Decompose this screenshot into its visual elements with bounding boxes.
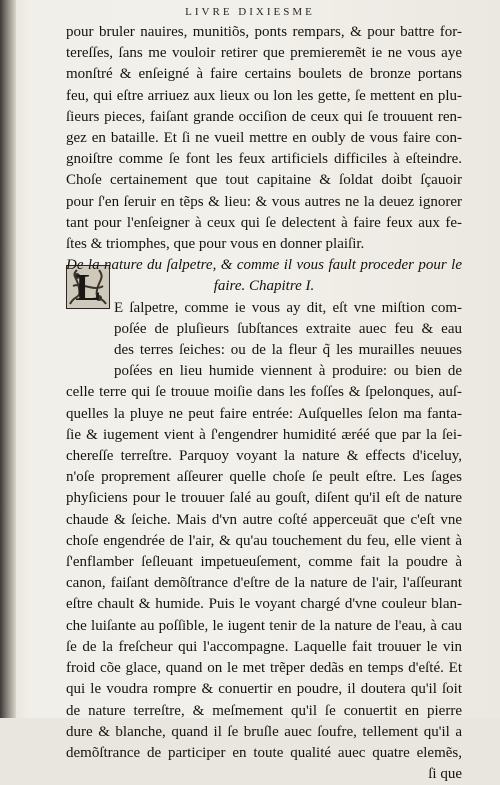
text-line: ſtes & triomphes, que pour vous en donner plaiſir. [66,236,365,253]
drop-cap-letter: L [75,267,101,309]
text-line: feu, qui eſtre arriuez aux lieux ou lon les gette, ſe mettent en plu- [66,87,462,104]
text-line: ſieurs pieces, faiſant grande occiſion de ceux qui ſe trouuent ren- [66,108,462,125]
text-line: ſie & iugement vient à ſ'engendrer humidité æréé que par la ſei- [66,426,462,443]
text-line: demõſtrance de participer en toute qualité auec quatre elemẽs, [66,744,462,761]
text-line: ſ'enflamber ſeſleuant impetueuſement, comme fait la poudre à [66,554,462,571]
text-line: Choſe certainement que tout capitaine & ſoldat doibt ſçauoir [66,172,462,189]
text-line: poſée de pluſieurs ſubſtances extraite auec feu & eau [114,320,462,337]
body-text [66,22,462,785]
text-line: De la nature du ſalpetre, & comme il vous fault proceder pour le [66,257,462,274]
text-line: gez en bataille. Et ſi ne vueil mettre en oubly de vous faire con- [66,130,462,147]
text-line: faire. Chapitre I. [213,278,315,295]
text-line: tereſſes, ſans me vouloir retirer que premieremẽt ie ne vous aye [66,45,462,62]
text-line: n'oſe proprement aſſeurer quelle choſe ſe peult eſtre. Les ſages [66,469,462,486]
text-line: pour ſ'en ſeruir en tẽps & lieu: & vous autres ne la deuez ignorer [66,193,462,210]
text-line: poſées en lieu humide viennent à produire: ou bien de [114,363,462,380]
running-head: LIVRE DIXIESME [185,6,315,18]
text-line: choſe engendrée de l'air, & qu'au touchement du feu, elle vient à [66,532,462,549]
text-line: qui le voudra rompre & conuertir en poudre, il doutera qu'il ſoit [66,681,462,698]
text-line: eſtre chault & humide. Puis le voyant chargé d'vne couleur blan- [66,596,462,613]
text-line: che luiſante au poſſible, le iugent tenir de la nature de l'eau, à cau [66,617,462,634]
text-line: ſe de la freſcheur qui l'accompagne. Laquelle fait trouuer le vin [66,638,462,655]
text-line: des terres ſeiches: ou de la fleur q̃ les murailles neuues [114,342,462,359]
text-line: chereſſe terreſtre. Parquoy voyant la nature & effects d'iceluy, [66,448,462,465]
binding-gutter [0,0,16,718]
text-line: E ſalpetre, comme ie vous ay dit, eſt vne miſtion com- [114,299,462,316]
text-line: chaude & ſeiche. Mais d'vn autre coſté apperceuāt que c'eſt vne [66,511,462,528]
text-line: pour bruler nauires, munitiõs, ponts rempars, & pour battre for- [66,24,462,40]
text-line: gnoiſtre comme ſe font les feux artificiels difficiles à eſteindre. [66,151,462,168]
text-line: tant pour l'enſeigner à ceux qui ſe delectent à faire feux aux fe- [66,214,462,231]
text-line: monſtré & enſeigné à faire certains boulets de bronze portans [66,66,462,83]
text-line: dure & blanche, quand il ſe bruſle auec ſoufre, tellement qu'il a [66,723,462,740]
text-line: de nature terreſtre, & meſmement qu'il ſe conuertit en pierre [66,702,462,719]
text-line: froid cõe glace, quand on le met trẽper dedãs en temps d'eſté. Et [66,660,462,677]
text-line: ſi que [428,766,462,783]
text-line: canon, faiſant demõſtrance d'eſtre de la nature de l'air, l'aſſeurant [66,575,462,592]
text-line: celle terre qui ſe trouue moiſie dans les foſſes & ſpelonques, auſ- [66,384,462,401]
text-line: phyſiciens pour le trouuer ſalé au gouſt, diſent qu'il eſt de nature [66,490,462,507]
text-line: quelles la pluye ne peut faire entrée: Auſquelles ſelon ma fanta- [66,405,462,422]
